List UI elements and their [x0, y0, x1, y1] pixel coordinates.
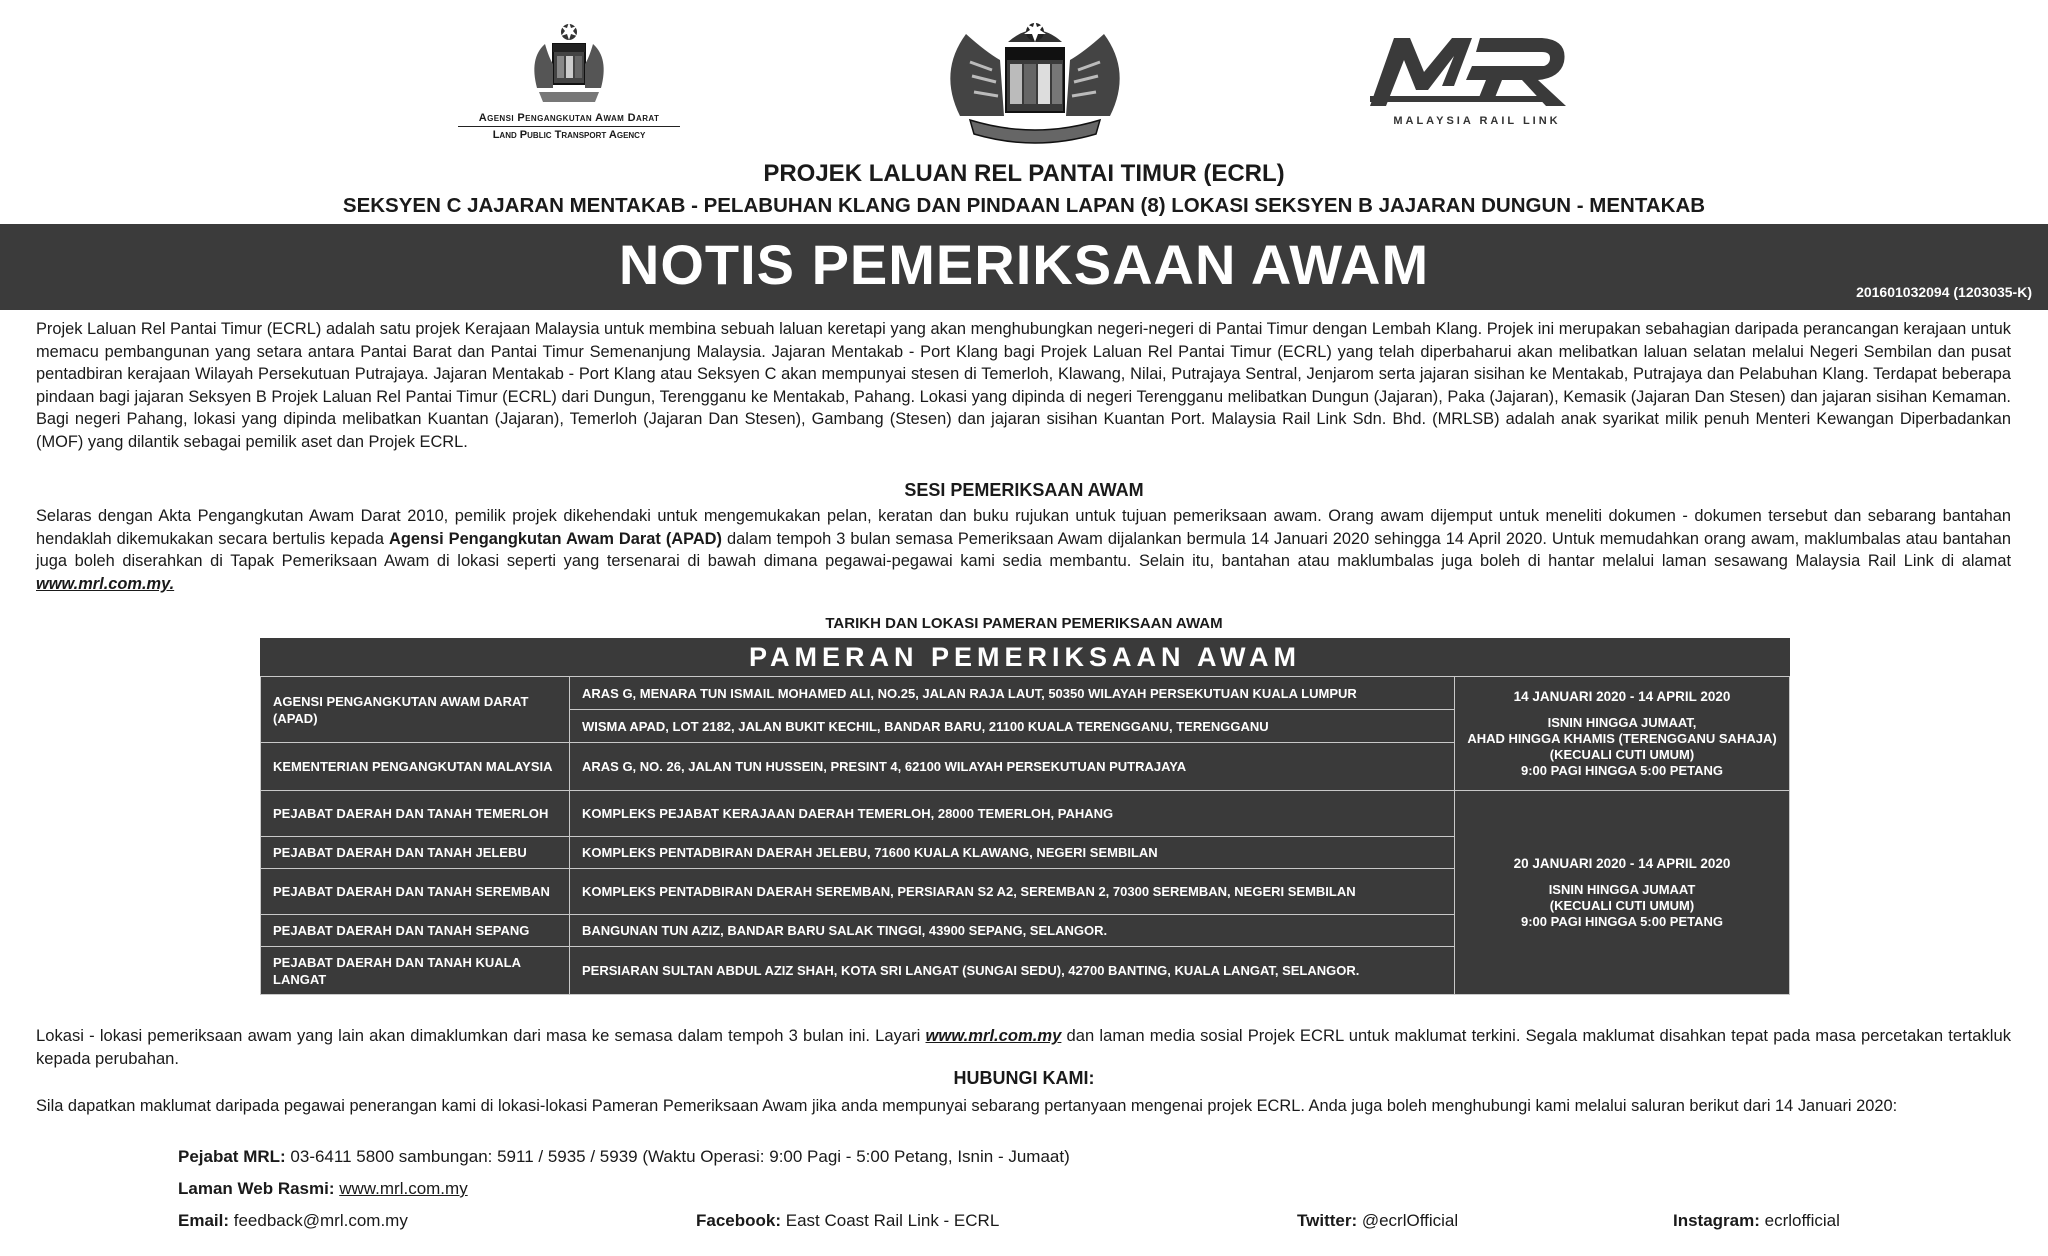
notice-banner — [0, 224, 2048, 310]
office-label: Pejabat MRL: — [178, 1147, 286, 1166]
office-value: 03-6411 5800 sambungan: 5911 / 5935 / 5939 (Waktu Operasi: 9:00 Pagi - 5:00 Petang, Isnin - Jumaat) — [285, 1147, 1070, 1166]
hours-line: ISNIN HINGGA JUMAAT — [1548, 881, 1696, 897]
hours-line: (KECUALI CUTI UMUM) — [1549, 746, 1695, 762]
agency-cell: PEJABAT DAERAH DAN TANAH TEMERLOH — [261, 791, 570, 837]
date-group-2 — [1455, 791, 1790, 995]
email-value[interactable]: feedback@mrl.com.my — [229, 1211, 408, 1230]
office-contact — [178, 1147, 1070, 1167]
hours-line: AHAD HINGGA KHAMIS (TERENGGANU SAHAJA) — [1467, 730, 1777, 746]
coat-of-arms-icon — [930, 12, 1140, 146]
hours-line: (KECUALI CUTI UMUM) — [1549, 897, 1695, 913]
exhibition-table — [260, 638, 1790, 995]
mrl-website-link[interactable]: www.mrl.com.my — [925, 1026, 1062, 1045]
contact-title: HUBUNGI KAMI: — [953, 1068, 1095, 1088]
twitter-value[interactable]: @ecrlOfficial — [1357, 1211, 1459, 1230]
coat-of-arms-icon — [519, 18, 619, 110]
facebook-value[interactable]: East Coast Rail Link - ECRL — [781, 1211, 1000, 1230]
hours-line: 9:00 PAGI HINGGA 5:00 PETANG — [1520, 913, 1724, 929]
address-cell: ARAS G, MENARA TUN ISMAIL MOHAMED ALI, NO.25, JALAN RAJA LAUT, 50350 WILAYAH PERSEKUTUAN KUALA LUMPUR — [570, 677, 1455, 710]
session-paragraph — [36, 505, 2011, 595]
exhibition-table-title: PAMERAN PEMERIKSAAN AWAM — [748, 642, 1301, 672]
table-row — [261, 677, 1790, 710]
agency-cell: PEJABAT DAERAH DAN TANAH KUALA LANGAT — [261, 947, 570, 995]
address-cell: KOMPLEKS PEJABAT KERAJAAN DAERAH TEMERLOH, 28000 TEMERLOH, PAHANG — [570, 791, 1455, 837]
logo-bar — [0, 0, 2048, 160]
company-registration: 201601032094 (1203035-K) — [1856, 284, 2032, 300]
agency-cell: PEJABAT DAERAH DAN TANAH JELEBU — [261, 837, 570, 869]
mrl-website-link[interactable]: www.mrl.com.my. — [36, 574, 175, 593]
agency-cell: AGENSI PENGANGKUTAN AWAM DARAT (APAD) — [261, 677, 570, 743]
agency-cell: PEJABAT DAERAH DAN TANAH SEPANG — [261, 915, 570, 947]
mrl-logo-text: MALAYSIA RAIL LINK — [1393, 115, 1561, 127]
address-cell: KOMPLEKS PENTADBIRAN DAERAH JELEBU, 71600 KUALA KLAWANG, NEGERI SEMBILAN — [570, 837, 1455, 869]
twitter-contact — [1297, 1211, 1458, 1231]
apad-logo — [458, 18, 680, 146]
mrl-logo — [1362, 28, 1592, 128]
address-cell: KOMPLEKS PENTADBIRAN DAERAH SEREMBAN, PERSIARAN S2 A2, SEREMBAN 2, 70300 SEREMBAN, NEGERI SEMBILAN — [570, 869, 1455, 915]
email-label: Email: — [178, 1211, 230, 1230]
session-title: SESI PEMERIKSAAN AWAM — [904, 480, 1144, 500]
instagram-value[interactable]: ecrlofficial — [1759, 1211, 1840, 1230]
exhibition-section-title: TARIKH DAN LOKASI PAMERAN PEMERIKSAAN AWAM — [825, 615, 1223, 632]
session-agency: Agensi Pengangkutan Awam Darat (APAD) — [389, 529, 722, 548]
address-cell: BANGUNAN TUN AZIZ, BANDAR BARU SALAK TINGGI, 43900 SEPANG, SELANGOR. — [570, 915, 1455, 947]
official-website-link[interactable]: www.mrl.com.my — [339, 1179, 468, 1198]
mrl-logo-icon — [1362, 28, 1592, 110]
date-range: 20 JANUARI 2020 - 14 APRIL 2020 — [1513, 855, 1731, 871]
hours-line: 9:00 PAGI HINGGA 5:00 PETANG — [1520, 762, 1724, 778]
notice-title: NOTIS PEMERIKSAAN AWAM — [618, 233, 1430, 296]
session-text-b: dalam tempoh 3 bulan semasa Pemeriksaan Awam dijalankan bermula 14 Januari 2020 sehingga 14 April 2020. Untuk memudahkan orang awam, maklumbalas atau bantahan juga boleh diserahkan di Tapak Pemeriksaan Awam di lokasi seperti yang tersenarai di bawah dimana pegawai-pegawai kami sedia membantu. Selain itu, bantahan atau maklumbalas juga boleh di hantar melalui laman sesawang Malaysia Rail Link di alamat — [36, 529, 2011, 571]
apad-name: Agensi Pengangkutan Awam Darat — [458, 112, 680, 127]
project-subtitle: SEKSYEN C JAJARAN MENTAKAB - PELABUHAN KLANG DAN PINDAAN LAPAN (8) LOKASI SEKSYEN B JAJARAN DUNGUN - MENTAKAB — [342, 194, 1706, 217]
address-cell: PERSIARAN SULTAN ABDUL AZIZ SHAH, KOTA SRI LANGAT (SUNGAI SEDU), 42700 BANTING, KUALA LANGAT, SELANGOR. — [570, 947, 1455, 995]
email-contact — [178, 1211, 408, 1231]
agency-cell: KEMENTERIAN PENGANGKUTAN MALAYSIA — [261, 743, 570, 791]
session-text-a: Selaras dengan Akta Pengangkutan Awam Darat 2010, pemilik projek dikehendaki untuk mengemukakan pelan, keratan dan buku rujukan untuk tujuan pemeriksaan awam. Orang awam dijemput untuk meneliti dokumen - dokumen tersebut dan sebarang bantahan hendaklah dikemukakan secara bertulis kepada — [36, 507, 2011, 548]
locations-note — [36, 1024, 2011, 1070]
date-range: 14 JANUARI 2020 - 14 APRIL 2020 — [1513, 688, 1731, 704]
hours-line: ISNIN HINGGA JUMAAT, — [1547, 714, 1697, 730]
apad-name-english: Land Public Transport Agency — [492, 129, 646, 141]
web-label: Laman Web Rasmi: — [178, 1179, 335, 1198]
address-cell: ARAS G, NO. 26, JALAN TUN HUSSEIN, PRESINT 4, 62100 WILAYAH PERSEKUTUAN PUTRAJAYA — [570, 743, 1455, 791]
note-text-a: Lokasi - lokasi pemeriksaan awam yang lain akan dimaklumkan dari masa ke semasa dalam tempoh 3 bulan ini. Layari — [36, 1026, 926, 1045]
facebook-label: Facebook: — [696, 1211, 782, 1230]
address-cell: WISMA APAD, LOT 2182, JALAN BUKIT KECHIL, BANDAR BARU, 21100 KUALA TERENGGANU, TERENGGANU — [570, 710, 1455, 743]
malaysia-coat-of-arms — [930, 12, 1140, 146]
contact-intro: Sila dapatkan maklumat daripada pegawai penerangan kami di lokasi-lokasi Pameran Pemeriksaan Awam jika anda mempunyai sebarang pertanyaan mengenai projek ECRL. Anda juga boleh menghubungi kami melalui saluran berikut dari 14 Januari 2020: — [36, 1097, 1898, 1115]
instagram-label: Instagram: — [1673, 1211, 1760, 1230]
website-contact — [178, 1179, 468, 1199]
project-title: PROJEK LALUAN REL PANTAI TIMUR (ECRL) — [763, 160, 1285, 187]
table-row — [261, 791, 1790, 837]
facebook-contact — [696, 1211, 999, 1231]
agency-cell: PEJABAT DAERAH DAN TANAH SEREMBAN — [261, 869, 570, 915]
instagram-contact — [1673, 1211, 1840, 1231]
note-text-b: dan laman media sosial Projek ECRL untuk maklumat terkini. Segala maklumat disahkan tepat pada masa percetakan tertakluk kepada perubahan. — [36, 1026, 2011, 1068]
intro-paragraph: Projek Laluan Rel Pantai Timur (ECRL) adalah satu projek Kerajaan Malaysia untuk membina sebuah laluan keretapi yang akan menghubungkan negeri-negeri di Pantai Timur dengan Lembah Klang. Projek ini merupakan sebahagian daripada perancangan kerajaan untuk memacu pembangunan yang setara antara Pantai Barat dan Pantai Timur Semenanjung Malaysia. Jajaran Mentakab - Port Klang bagi Projek Laluan Rel Pantai Timur (ECRL) yang telah diperbaharui akan melibatkan laluan selatan melalui Negeri Sembilan dan pusat pentadbiran kerajaan Wilayah Persekutuan Putrajaya. Jajaran Mentakab - Port Klang atau Seksyen C akan mempunyai stesen di Temerloh, Klawang, Nilai, Putrajaya Sentral, Jenjarom serta jajaran sisihan ke Mentakab, Putrajaya dan Pelabuhan Klang. Terdapat beberapa pindaan bagi jajaran Seksyen B Projek Laluan Rel Pantai Timur (ECRL) dari Dungun, Terengganu ke Mentakab, Pahang. Lokasi yang dipinda di negeri Terengganu melibatkan Dungun (Jajaran), Paka (Jajaran), Kemasik (Jajaran Dan Stesen) dan jajaran sisihan Kemaman. Bagi negeri Pahang, lokasi yang dipinda melibatkan Kuantan (Jajaran), Temerloh (Jajaran Dan Stesen), Gambang (Stesen) dan jajaran sisihan Kuantan Port. Malaysia Rail Link Sdn. Bhd. (MRLSB) adalah anak syarikat milik penuh Menteri Kewangan Diperbadankan (MOF) yang dilantik sebagai pemilik aset dan Projek ECRL. — [36, 320, 2011, 451]
twitter-label: Twitter: — [1297, 1211, 1358, 1230]
date-group-1 — [1455, 677, 1790, 791]
